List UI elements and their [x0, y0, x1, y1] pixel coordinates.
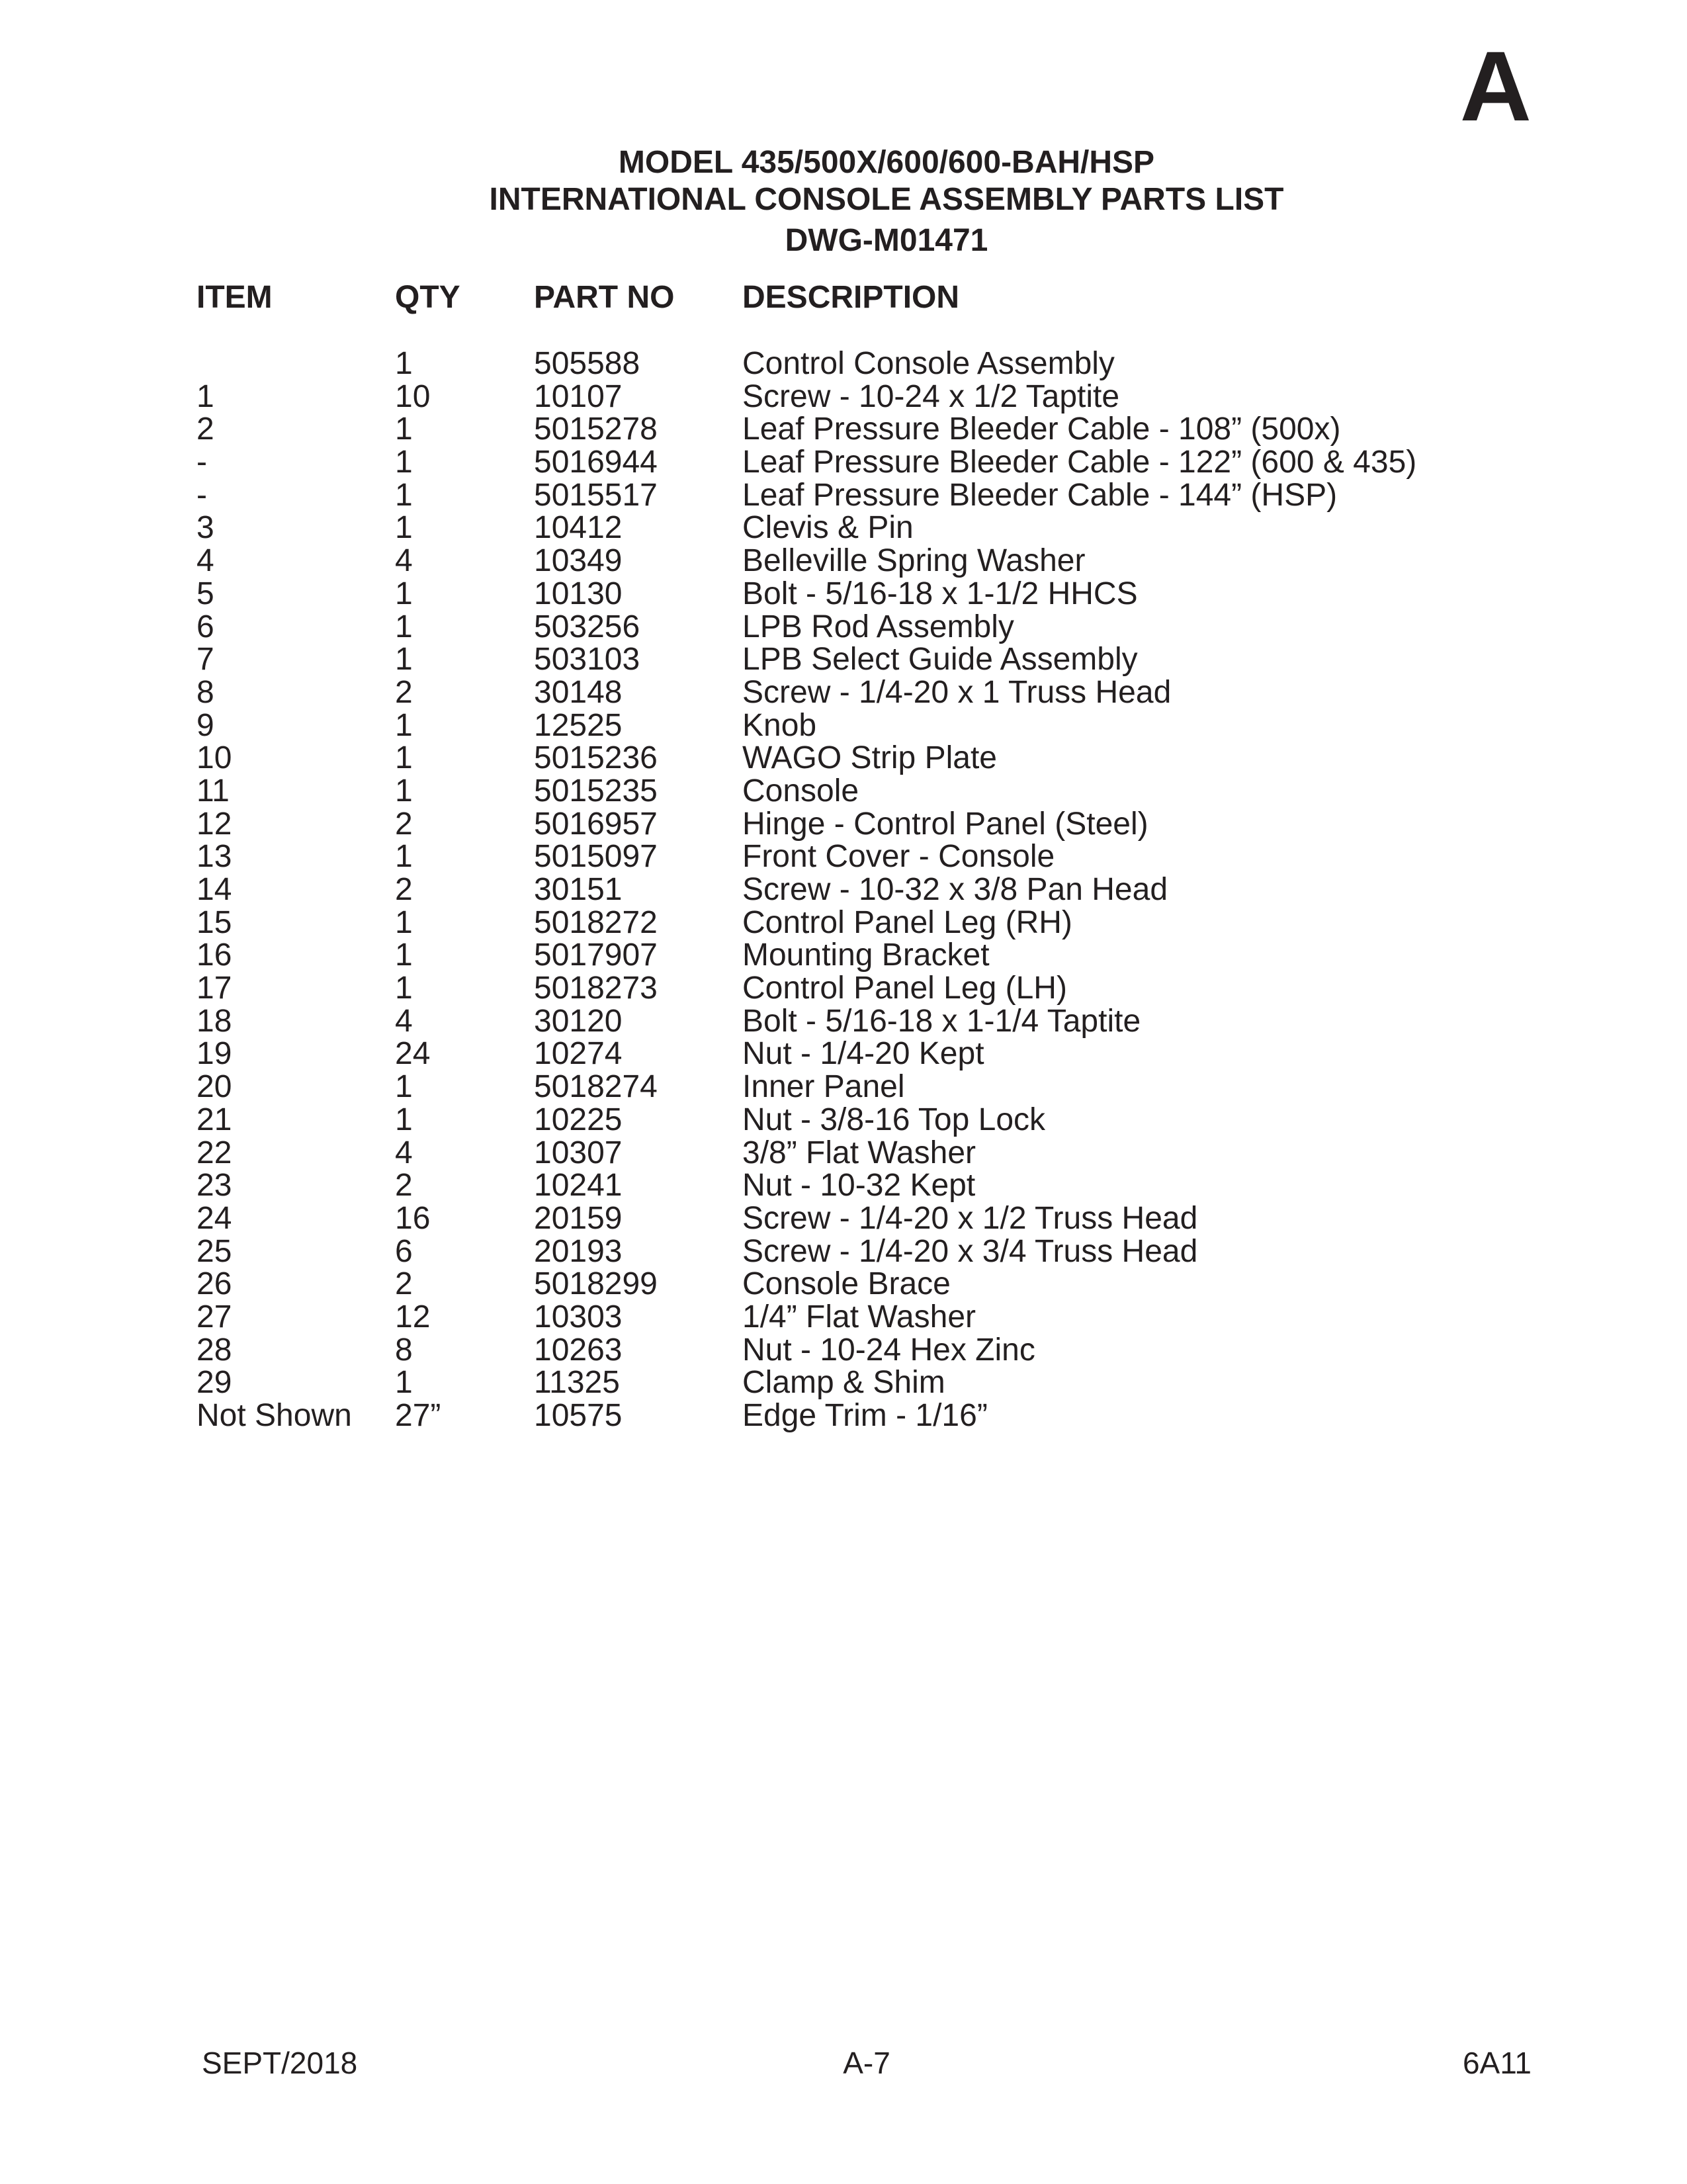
cell-part-no: 10225 [534, 1102, 623, 1137]
cell-qty: 2 [395, 806, 413, 842]
cell-item: Not Shown [196, 1398, 352, 1433]
table-row [196, 347, 1520, 380]
header-description: DESCRIPTION [742, 280, 960, 315]
cell-qty: 1 [395, 904, 413, 940]
table-row [196, 511, 1520, 545]
cell-item: 15 [196, 904, 232, 940]
header-qty: QTY [395, 280, 460, 315]
cell-description: Bolt - 5/16-18 x 1-1/2 HHCS [742, 576, 1138, 611]
cell-description: Hinge - Control Panel (Steel) [742, 806, 1148, 842]
cell-item: 13 [196, 839, 232, 875]
cell-qty: 1 [395, 576, 413, 611]
table-row [196, 972, 1520, 1005]
cell-qty: 1 [395, 445, 413, 480]
header-part-no: PART NO [534, 280, 675, 315]
cell-item: 16 [196, 938, 232, 973]
cell-part-no: 5016944 [534, 445, 658, 480]
cell-qty: 1 [395, 1069, 413, 1105]
cell-item: 23 [196, 1168, 232, 1203]
table-row [196, 1137, 1520, 1170]
cell-item: 11 [196, 773, 230, 808]
cell-part-no: 5015097 [534, 839, 658, 875]
cell-description: Screw - 1/4-20 x 1/2 Truss Head [742, 1200, 1198, 1236]
cell-description: Front Cover - Console [742, 839, 1055, 875]
cell-part-no: 30120 [534, 1003, 623, 1039]
cell-item: 2 [196, 412, 214, 447]
cell-description: Nut - 3/8-16 Top Lock [742, 1102, 1046, 1137]
cell-description: Inner Panel [742, 1069, 905, 1105]
cell-description: Screw - 10-24 x 1/2 Taptite [742, 378, 1120, 414]
cell-qty: 1 [395, 412, 413, 447]
cell-item: 19 [196, 1036, 232, 1072]
cell-description: Control Panel Leg (RH) [742, 904, 1072, 940]
cell-part-no: 10241 [534, 1168, 623, 1203]
cell-part-no: 503103 [534, 642, 640, 677]
footer-code: 6A11 [1462, 2046, 1532, 2080]
cell-qty: 12 [395, 1299, 431, 1334]
table-row [196, 709, 1520, 742]
cell-item: 28 [196, 1332, 232, 1368]
cell-qty: 1 [395, 609, 413, 644]
cell-qty: 8 [395, 1332, 413, 1368]
cell-part-no: 30148 [534, 674, 623, 710]
cell-description: WAGO Strip Plate [742, 740, 997, 776]
cell-part-no: 5018299 [534, 1266, 658, 1302]
cell-description: Mounting Bracket [742, 938, 990, 973]
cell-item: 7 [196, 642, 214, 677]
cell-item: 4 [196, 543, 214, 579]
cell-part-no: 10274 [534, 1036, 623, 1072]
table-row [196, 611, 1520, 644]
cell-description: Screw - 1/4-20 x 3/4 Truss Head [742, 1233, 1198, 1269]
table-row [196, 1334, 1520, 1367]
cell-part-no: 5017907 [534, 938, 658, 973]
cell-part-no: 10349 [534, 543, 623, 579]
cell-description: Leaf Pressure Bleeder Cable - 108” (500x) [742, 412, 1341, 447]
table-row [196, 939, 1520, 972]
cell-item: 21 [196, 1102, 232, 1137]
cell-item: 14 [196, 872, 232, 907]
table-row [196, 479, 1520, 512]
cell-qty: 6 [395, 1233, 413, 1269]
table-row [196, 1301, 1520, 1334]
cell-item: 26 [196, 1266, 232, 1302]
table-row [196, 906, 1520, 939]
cell-part-no: 10307 [534, 1135, 623, 1170]
cell-qty: 1 [395, 1365, 413, 1401]
cell-description: Clevis & Pin [742, 510, 914, 546]
footer-page-number: A-7 [843, 2046, 890, 2080]
document-title: INTERNATIONAL CONSOLE ASSEMBLY PARTS LIST [489, 182, 1284, 217]
table-row [196, 578, 1520, 611]
table-row [196, 873, 1520, 906]
cell-part-no: 10107 [534, 378, 623, 414]
cell-part-no: 10412 [534, 510, 623, 546]
cell-item: 27 [196, 1299, 232, 1334]
table-row [196, 808, 1520, 841]
cell-part-no: 20159 [534, 1200, 623, 1236]
cell-qty: 1 [395, 938, 413, 973]
drawing-number: DWG-M01471 [785, 223, 988, 258]
cell-item: 1 [196, 378, 214, 414]
table-row [196, 446, 1520, 479]
cell-part-no: 5018274 [534, 1069, 658, 1105]
cell-description: 3/8” Flat Washer [742, 1135, 976, 1170]
cell-item: 25 [196, 1233, 232, 1269]
cell-description: 1/4” Flat Washer [742, 1299, 976, 1334]
parts-table [196, 347, 1520, 1432]
footer-date: SEPT/2018 [202, 2046, 358, 2080]
table-row [196, 676, 1520, 709]
cell-qty: 4 [395, 1003, 413, 1039]
cell-qty: 16 [395, 1200, 431, 1236]
cell-qty: 4 [395, 1135, 413, 1170]
cell-description: Belleville Spring Washer [742, 543, 1086, 579]
cell-item: 3 [196, 510, 214, 546]
section-letter: A [1459, 30, 1532, 142]
table-row [196, 1070, 1520, 1104]
cell-qty: 1 [395, 839, 413, 875]
cell-qty: 1 [395, 773, 413, 808]
cell-part-no: 10263 [534, 1332, 623, 1368]
cell-description: Edge Trim - 1/16” [742, 1398, 988, 1433]
cell-item: 5 [196, 576, 214, 611]
table-row [196, 775, 1520, 808]
cell-part-no: 5018273 [534, 971, 658, 1006]
cell-item: 17 [196, 971, 232, 1006]
table-row [196, 1169, 1520, 1202]
cell-part-no: 5016957 [534, 806, 658, 842]
table-row [196, 413, 1520, 446]
cell-part-no: 20193 [534, 1233, 623, 1269]
cell-item: 24 [196, 1200, 232, 1236]
cell-qty: 24 [395, 1036, 431, 1072]
model-title: MODEL 435/500X/600/600-BAH/HSP [618, 145, 1155, 180]
cell-item: 8 [196, 674, 214, 710]
cell-description: Control Panel Leg (LH) [742, 971, 1067, 1006]
cell-description: Bolt - 5/16-18 x 1-1/4 Taptite [742, 1003, 1141, 1039]
cell-description: LPB Rod Assembly [742, 609, 1014, 644]
table-row [196, 1104, 1520, 1137]
cell-description: Console [742, 773, 859, 808]
cell-description: Screw - 10-32 x 3/8 Pan Head [742, 872, 1168, 907]
column-headers [196, 279, 1520, 316]
cell-qty: 10 [395, 378, 431, 414]
cell-description: Clamp & Shim [742, 1365, 945, 1401]
cell-qty: 1 [395, 510, 413, 546]
cell-description: Leaf Pressure Bleeder Cable - 144” (HSP) [742, 477, 1338, 513]
cell-item: - [196, 445, 207, 480]
cell-description: Nut - 10-32 Kept [742, 1168, 976, 1203]
cell-part-no: 11325 [534, 1365, 620, 1401]
cell-qty: 1 [395, 477, 413, 513]
table-row [196, 1268, 1520, 1301]
cell-qty: 1 [395, 707, 413, 743]
cell-item: 29 [196, 1365, 232, 1401]
cell-description: Nut - 10-24 Hex Zinc [742, 1332, 1035, 1368]
table-row [196, 1037, 1520, 1070]
table-row [196, 643, 1520, 676]
cell-item: 12 [196, 806, 232, 842]
cell-part-no: 505588 [534, 346, 640, 381]
cell-qty: 1 [395, 642, 413, 677]
cell-part-no: 5015236 [534, 740, 658, 776]
cell-item: 9 [196, 707, 214, 743]
cell-qty: 2 [395, 1168, 413, 1203]
cell-part-no: 10575 [534, 1398, 623, 1433]
cell-qty: 1 [395, 740, 413, 776]
cell-qty: 2 [395, 872, 413, 907]
cell-qty: 1 [395, 971, 413, 1006]
cell-part-no: 5015235 [534, 773, 658, 808]
cell-description: Leaf Pressure Bleeder Cable - 122” (600 & 435) [742, 445, 1417, 480]
table-row [196, 742, 1520, 775]
cell-part-no: 10130 [534, 576, 623, 611]
cell-qty: 1 [395, 346, 413, 381]
cell-item: 22 [196, 1135, 232, 1170]
cell-qty: 27” [395, 1398, 441, 1433]
cell-part-no: 10303 [534, 1299, 623, 1334]
cell-description: Nut - 1/4-20 Kept [742, 1036, 984, 1072]
cell-description: Console Brace [742, 1266, 951, 1302]
cell-item: 18 [196, 1003, 232, 1039]
header-item: ITEM [196, 280, 273, 315]
cell-description: Control Console Assembly [742, 346, 1115, 381]
table-row [196, 380, 1520, 414]
cell-qty: 2 [395, 674, 413, 710]
cell-qty: 2 [395, 1266, 413, 1302]
cell-part-no: 5018272 [534, 904, 658, 940]
cell-description: LPB Select Guide Assembly [742, 642, 1138, 677]
table-row [196, 1366, 1520, 1399]
cell-qty: 4 [395, 543, 413, 579]
cell-part-no: 5015517 [534, 477, 658, 513]
cell-part-no: 503256 [534, 609, 640, 644]
title-block [0, 144, 1687, 259]
table-row [196, 840, 1520, 873]
table-row [196, 1202, 1520, 1235]
cell-qty: 1 [395, 1102, 413, 1137]
cell-item: - [196, 477, 207, 513]
cell-description: Screw - 1/4-20 x 1 Truss Head [742, 674, 1172, 710]
table-row [196, 1005, 1520, 1038]
cell-item: 20 [196, 1069, 232, 1105]
cell-item: 10 [196, 740, 232, 776]
cell-description: Knob [742, 707, 817, 743]
cell-part-no: 30151 [534, 872, 623, 907]
cell-part-no: 12525 [534, 707, 623, 743]
table-row [196, 1399, 1520, 1432]
table-row [196, 545, 1520, 578]
cell-item: 6 [196, 609, 214, 644]
cell-part-no: 5015278 [534, 412, 658, 447]
table-row [196, 1235, 1520, 1268]
